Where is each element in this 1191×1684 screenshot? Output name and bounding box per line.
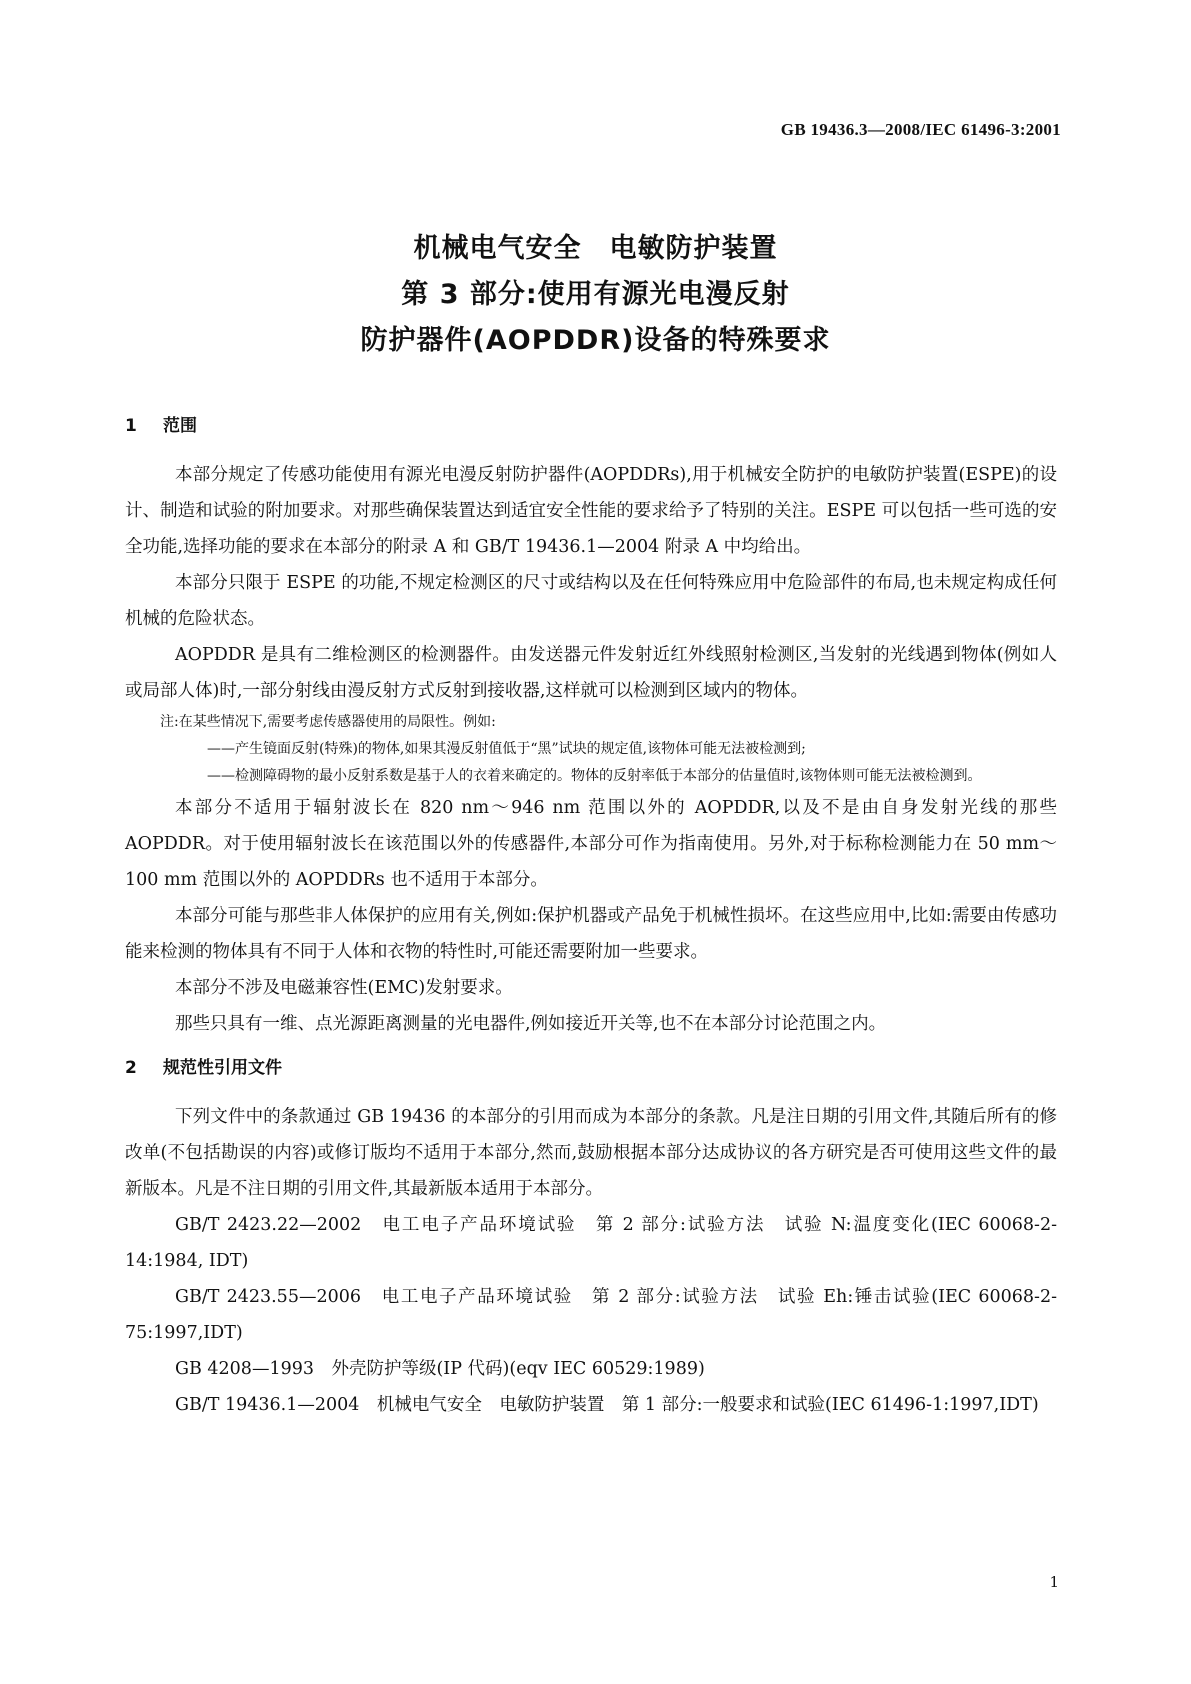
reference-item: GB/T 2423.22—2002 电工电子产品环境试验 第 2 部分:试验方法 试验 N:温度变化(IEC 60068-2-14:1984, IDT): [125, 1215, 1057, 1271]
title-line-2: 第 3 部分:使用有源光电漫反射: [401, 279, 790, 310]
note-item: ——产生镜面反射(特殊)的物体,如果其漫反射值低于“黑”试块的规定值,该物体可能无法被检测到;: [207, 741, 806, 757]
paragraph: 本部分不涉及电磁兼容性(EMC)发射要求。: [175, 978, 513, 998]
reference-item: GB/T 19436.1—2004 机械电气安全 电敏防护装置 第 1 部分:一般要求和试验(IEC 61496-1:1997,IDT): [175, 1395, 1039, 1415]
paragraph: 本部分可能与那些非人体保护的应用有关,例如:保护机器或产品免于机械性损坏。在这些应用中,比如:需要由传感功能来检测的物体具有不同于人体和衣物的特性时,可能还需要附加一些要求。: [125, 906, 1057, 962]
document-title: [0, 226, 1191, 364]
title-line-1: 机械电气安全 电敏防护装置: [413, 233, 778, 264]
paragraph: 本部分规定了传感功能使用有源光电漫反射防护器件(AOPDDRs),用于机械安全防护的电敏防护装置(ESPE)的设计、制造和试验的附加要求。对那些确保装置达到适宜安全性能的要求给予了特别的关注。ESPE 可以包括一些可选的安全功能,选择功能的要求在本部分的附录 A 和 GB/T 19436.1—2004 附录 A 中均给出。: [125, 465, 1057, 557]
standard-number: GB 19436.3—2008/IEC 61496-3:2001: [780, 120, 1061, 139]
note-item: ——检测障碍物的最小反射系数是基于人的衣着来确定的。物体的反射率低于本部分的估量值时,该物体则可能无法被检测到。: [207, 768, 982, 784]
paragraph: 那些只具有一维、点光源距离测量的光电器件,例如接近开关等,也不在本部分讨论范围之内。: [175, 1014, 887, 1034]
reference-item: GB 4208—1993 外壳防护等级(IP 代码)(eqv IEC 60529:1989): [175, 1359, 705, 1379]
section-title: 规范性引用文件: [163, 1058, 282, 1078]
section-2-heading: [125, 1054, 1057, 1082]
paragraph: AOPDDR 是具有二维检测区的检测器件。由发送器元件发射近红外线照射检测区,当发射的光线遇到物体(例如人或局部人体)时,一部分射线由漫反射方式反射到接收器,这样就可以检测到区域内的物体。: [125, 645, 1057, 701]
body-content: [125, 412, 1057, 1423]
section-number: 1: [125, 416, 137, 436]
paragraph: 本部分不适用于辐射波长在 820 nm～946 nm 范围以外的 AOPDDR,以及不是由自身发射光线的那些 AOPDDR。对于使用辐射波长在该范围以外的传感器件,本部分可作为指南使用。另外,对于标称检测能力在 50 mm～100 mm 范围以外的 AOPDDRs 也不适用于本部分。: [125, 798, 1057, 890]
section-title: 范围: [163, 416, 197, 436]
reference-item: GB/T 2423.55—2006 电工电子产品环境试验 第 2 部分:试验方法 试验 Eh:锤击试验(IEC 60068-2-75:1997,IDT): [125, 1287, 1057, 1343]
paragraph: 本部分只限于 ESPE 的功能,不规定检测区的尺寸或结构以及在任何特殊应用中危险部件的布局,也未规定构成任何机械的危险状态。: [125, 573, 1057, 629]
section-number: 2: [125, 1058, 137, 1078]
section-1-heading: [125, 412, 1057, 440]
page-number: 1: [1049, 1573, 1059, 1591]
paragraph: 下列文件中的条款通过 GB 19436 的本部分的引用而成为本部分的条款。凡是注日期的引用文件,其随后所有的修改单(不包括勘误的内容)或修订版均不适用于本部分,然而,鼓励根据本部分达成协议的各方研究是否可使用这些文件的最新版本。凡是不注日期的引用文件,其最新版本适用于本部分。: [125, 1107, 1057, 1199]
title-line-3: 防护器件(AOPDDR)设备的特殊要求: [360, 325, 831, 356]
note-lead: 注:在某些情况下,需要考虑传感器使用的局限性。例如:: [160, 714, 496, 730]
